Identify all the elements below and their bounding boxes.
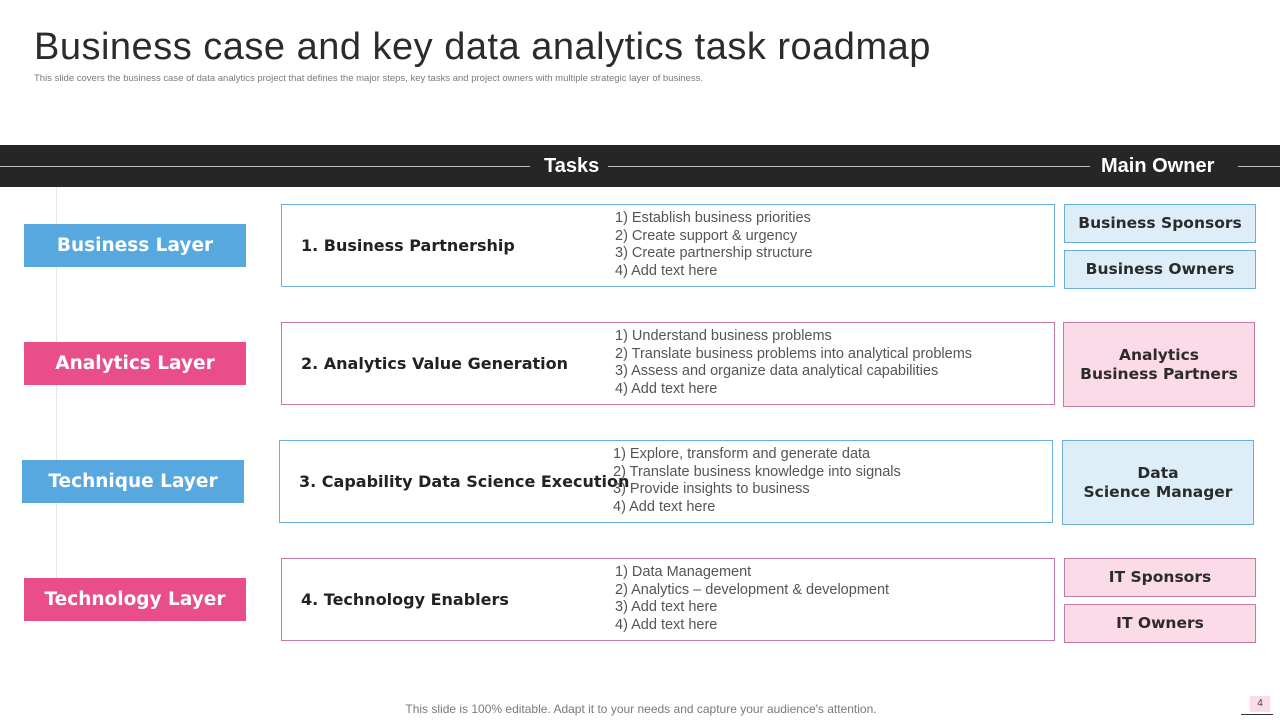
task-title: 1. Business Partnership (301, 236, 515, 255)
list-item: 4) Add text here (615, 616, 718, 633)
task-title: 3. Capability Data Science Execution (299, 472, 630, 491)
owner-analytics-business-partners: Analytics Business Partners (1063, 322, 1255, 407)
list-item: 4) Add text here (615, 262, 718, 279)
header-divider-line (608, 166, 1090, 167)
layer-label-technology: Technology Layer (24, 578, 246, 621)
list-item: 2) Translate business problems into analytical problems (615, 345, 973, 362)
page-number-underline (1241, 714, 1273, 715)
task-box-analytics-value (281, 322, 1055, 405)
header-divider-line (0, 166, 530, 167)
main-owner-header: Main Owner (1101, 155, 1215, 177)
layer-label-business: Business Layer (24, 224, 246, 267)
footer-note (0, 702, 1280, 716)
list-item: 2) Translate business knowledge into signals (613, 463, 901, 480)
page-number: 4 (1250, 696, 1270, 712)
list-item: 1) Explore, transform and generate data (613, 446, 871, 462)
footer-text: This slide is 100% editable. Adapt it to your needs and capture your audience's attention. (405, 702, 877, 716)
list-item: 2) Analytics – development & development (615, 581, 890, 598)
list-item: 3) Provide insights to business (613, 481, 810, 497)
list-item: 1) Data Management (615, 564, 752, 580)
list-item: 1) Understand business problems (615, 328, 832, 344)
task-title: 2. Analytics Value Generation (301, 354, 569, 373)
page-subtitle: This slide covers the business case of data analytics project that defines the major steps, key tasks and project owners with multiple strategic layer of business. (34, 73, 704, 84)
owner-data-science-manager: Data Science Manager (1062, 440, 1254, 525)
owner-business-owners: Business Owners (1064, 250, 1256, 289)
task-list (615, 210, 812, 280)
task-list (615, 564, 889, 634)
owner-it-owners: IT Owners (1064, 604, 1256, 643)
list-item: 3) Assess and organize data analytical capabilities (615, 363, 939, 379)
task-box-technology-enablers (281, 558, 1055, 641)
task-list (613, 446, 901, 516)
page-title: Business case and key data analytics task roadmap (34, 26, 931, 68)
header-divider-line (1238, 166, 1280, 167)
task-box-business-partnership (281, 204, 1055, 287)
list-item: 4) Add text here (615, 380, 718, 397)
layer-label-analytics: Analytics Layer (24, 342, 246, 385)
owner-business-sponsors: Business Sponsors (1064, 204, 1256, 243)
task-title: 4. Technology Enablers (301, 590, 509, 609)
task-box-capability-execution (279, 440, 1053, 523)
list-item: 3) Add text here (615, 599, 718, 615)
task-list (615, 328, 972, 398)
table-header-bar (0, 145, 1280, 187)
owner-it-sponsors: IT Sponsors (1064, 558, 1256, 597)
tasks-header: Tasks (544, 155, 600, 177)
list-item: 4) Add text here (613, 498, 716, 515)
list-item: 3) Create partnership structure (615, 245, 813, 261)
list-item: 2) Create support & urgency (615, 227, 798, 244)
layer-label-technique: Technique Layer (22, 460, 244, 503)
list-item: 1) Establish business priorities (615, 210, 811, 226)
